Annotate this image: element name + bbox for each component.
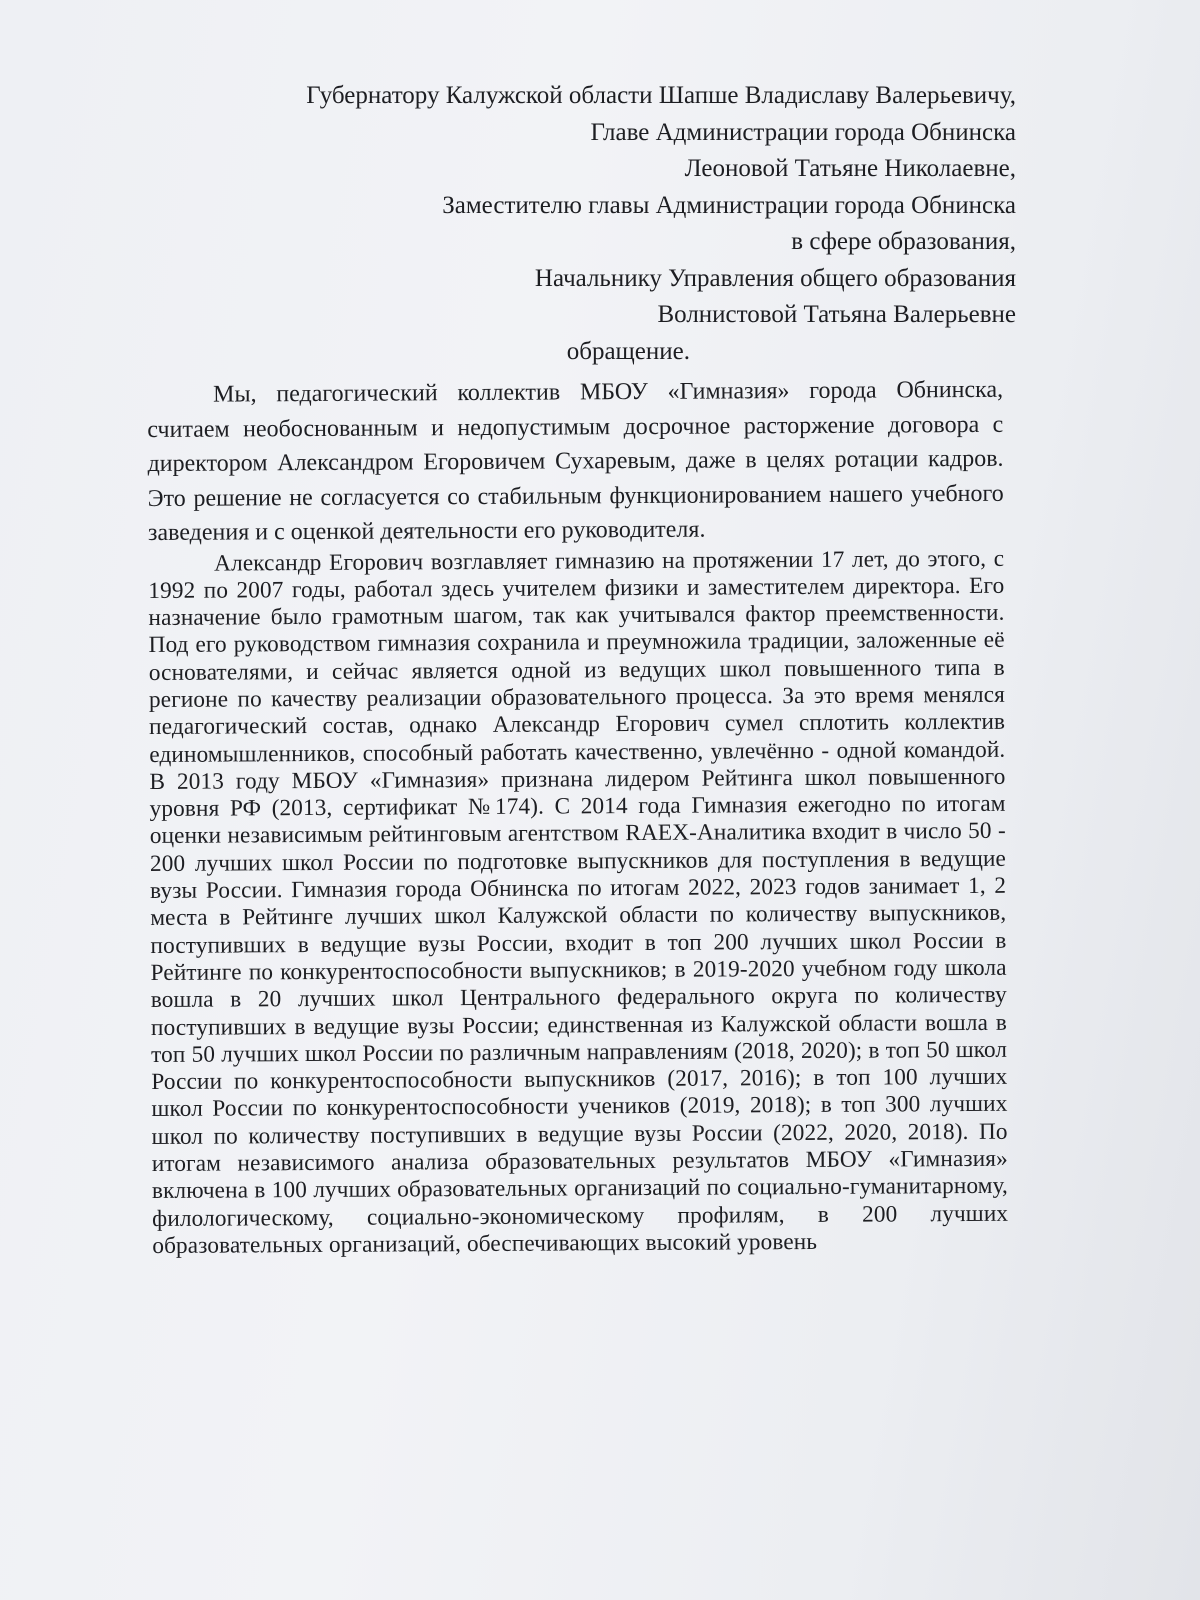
- addressee-line-deputy-field: в сфере образования,: [791, 228, 1016, 255]
- addressee-line-deputy: Заместителю главы Администрации города Обнинска: [442, 191, 1016, 219]
- addressee-line-governor: Губернатору Калужской области Шапше Владиславу Валерьевичу,: [306, 82, 1016, 109]
- body-paragraph-2: Александр Егорович возглавляет гимназию на протяжении 17 лет, до этого, с 1992 по 2007 годы, работал здесь учителем физики и заместителем директора. Его назначение было грамотным шагом, так как учитывался фактор преемственности. Под его руководством гимназия сохранила и преумножила традиции, заложенные её основателями, и сейчас является одной из ведущих школ повышенного типа в регионе по качеству реализации образовательного процесса. За это время менялся педагогический состав, однако Александр Егорович сумел сплотить коллектив единомышленников, способный работать качественно, увлечённо - одной командой. В 2013 году МБОУ «Гимназия» признана лидером Рейтинга школ повышенного уровня РФ (2013, сертификат №174). С 2014 года Гимназия ежегодно по итогам оценки независимым рейтинговым агентством RAEX-Аналитика входит в число 50 - 200 лучших школ России по подготовке выпускников для поступления в ведущие вузы России. Гимназия города Обнинска по итогам 2022, 2023 годов занимает 1, 2 места в Рейтинге лучших школ Калужской области по количеству выпускников, поступивших в ведущие вузы России, входит в топ 200 лучших школ России в Рейтинге по конкурентоспособности выпускников; в 2019-2020 учебном году школа вошла в 20 лучших школ Центрального федерального округа по количеству поступивших в ведущие вузы России; единственная из Калужской области вошла в топ 50 лучших школ России по различным направлениям (2018, 2020); в топ 50 школ России по конкурентоспособности выпускников (2017, 2016); в топ 100 лучших школ России по конкурентоспособности учеников (2019, 2018); в топ 300 лучших школ по количеству поступивших в ведущие вузы России (2022, 2020, 2018). По итогам независимого анализа образовательных результатов МБОУ «Гимназия» включена в 100 лучших образовательных организаций по социально-гуманитарному, филологическому, социально-экономическому профилям, в 200 лучших образовательных организаций, обеспечивающих высокий уровень: [148, 545, 1009, 1259]
- letter-body: [147, 373, 1008, 1260]
- body-paragraph-1: Мы, педагогический коллектив МБОУ «Гимназия» города Обнинска, считаем необоснованным и недопустимым досрочное расторжение договора с директором Александром Егоровичем Сухаревым, даже в целях ротации кадров. Это решение не согласуется со стабильным функционированием нашего учебного заведения и с оценкой деятельности его руководителя.: [147, 376, 1004, 546]
- addressee-line-education-chief-name: Волнистовой Татьяна Валерьевне: [657, 301, 1016, 328]
- addressee-block: [140, 78, 1016, 370]
- addressee-line-education-chief: Начальнику Управления общего образования: [534, 264, 1016, 292]
- addressee-line-head-admin: Главе Администрации города Обнинска: [590, 118, 1016, 146]
- document-title: обращение.: [566, 337, 690, 365]
- addressee-line-head-admin-name: Леоновой Татьяне Николаевне,: [684, 155, 1016, 182]
